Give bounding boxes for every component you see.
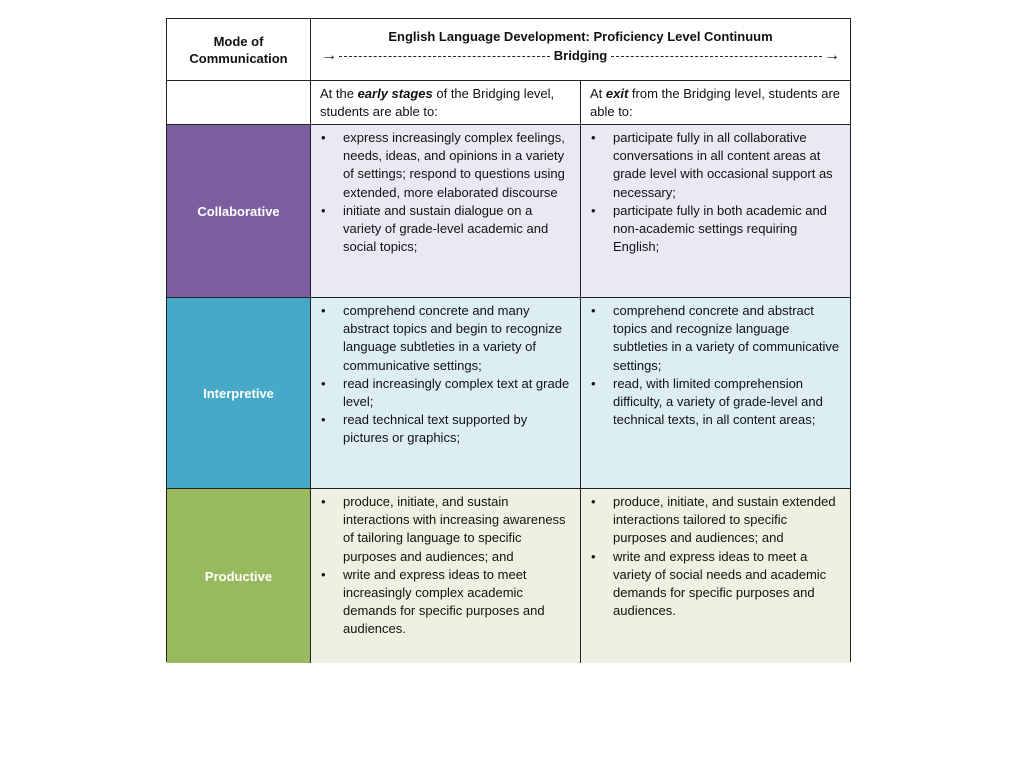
bridging-arrow (321, 48, 840, 64)
blank-subheader-cell (167, 81, 311, 125)
bullet-item: • produce, initiate, and sustain interactions with increasing awareness of tailoring language to specific purposes and audiences; and (317, 493, 572, 566)
bullet-item: • write and express ideas to meet a variety of social needs and academic demands for specific purposes and audiences. (587, 548, 842, 621)
continuum-title-header (311, 19, 850, 81)
proficiency-continuum-table (166, 18, 851, 662)
bullet-item: • participate fully in both academic and non-academic settings requiring English; (587, 202, 842, 257)
bullet-item: • read technical text supported by pictures or graphics; (317, 411, 572, 447)
bridging-stage-label: Bridging (553, 48, 608, 63)
early-suffix: of the Bridging level, students are able to: (320, 86, 555, 119)
arrow-right-end-icon: → (824, 47, 840, 64)
early-list-collaborative (317, 129, 572, 256)
bullet-item: • comprehend concrete and many abstract topics and begin to recognize language subtleties in a variety of communicative settings; (317, 302, 572, 375)
early-stages-subheader (311, 81, 581, 125)
mode-label-productive: Productive (204, 568, 273, 584)
continuum-title: English Language Development: Proficiency Level Continuum (388, 29, 773, 44)
bullet-item: • express increasingly complex feelings, needs, ideas, and opinions in a variety of settings; respond to questions using extended, more elaborated discourse (317, 129, 572, 202)
exit-list-collaborative (587, 129, 842, 256)
exit-subheader (581, 81, 850, 125)
bullet-item: • comprehend concrete and abstract topics and recognize language subtleties in a variety of communicative settings; (587, 302, 842, 375)
early-cell-collaborative (311, 125, 581, 298)
mode-cell-collaborative (167, 125, 311, 298)
arrow-right-icon: → (321, 47, 337, 64)
mode-header-label: Mode of Communication (189, 33, 288, 66)
early-prefix: At the (320, 86, 358, 101)
bullet-item: • read, with limited comprehension difficulty, a variety of grade-level and technical texts, in all content areas; (587, 375, 842, 430)
exit-cell-collaborative (581, 125, 850, 298)
exit-list-interpretive (587, 302, 842, 429)
exit-prefix: At (590, 86, 606, 101)
bullet-item: • write and express ideas to meet increasingly complex academic demands for specific purposes and audiences. (317, 566, 572, 639)
exit-suffix: from the Bridging level, students are able to: (590, 86, 841, 119)
bullet-item: • participate fully in all collaborative conversations in all content areas at grade level with occasional support as necessary; (587, 129, 842, 202)
bullet-item: • produce, initiate, and sustain extended interactions tailored to specific purposes and audiences; and (587, 493, 842, 548)
dashed-line-right (611, 56, 822, 57)
early-cell-productive (311, 489, 581, 663)
mode-label-collaborative: Collaborative (197, 203, 280, 219)
bullet-item: • read increasingly complex text at grade level; (317, 375, 572, 411)
early-list-productive (317, 493, 572, 639)
early-emphasis: early stages (357, 86, 433, 101)
dashed-line-left (339, 56, 550, 57)
exit-emphasis: exit (605, 86, 629, 101)
bullet-item: • initiate and sustain dialogue on a variety of grade-level academic and social topics; (317, 202, 572, 257)
mode-cell-interpretive (167, 298, 311, 489)
exit-cell-productive (581, 489, 850, 663)
early-list-interpretive (317, 302, 572, 448)
mode-cell-productive (167, 489, 311, 663)
mode-label-interpretive: Interpretive (203, 385, 274, 401)
early-cell-interpretive (311, 298, 581, 489)
mode-of-communication-header (167, 19, 311, 81)
exit-list-productive (587, 493, 842, 620)
exit-cell-interpretive (581, 298, 850, 489)
